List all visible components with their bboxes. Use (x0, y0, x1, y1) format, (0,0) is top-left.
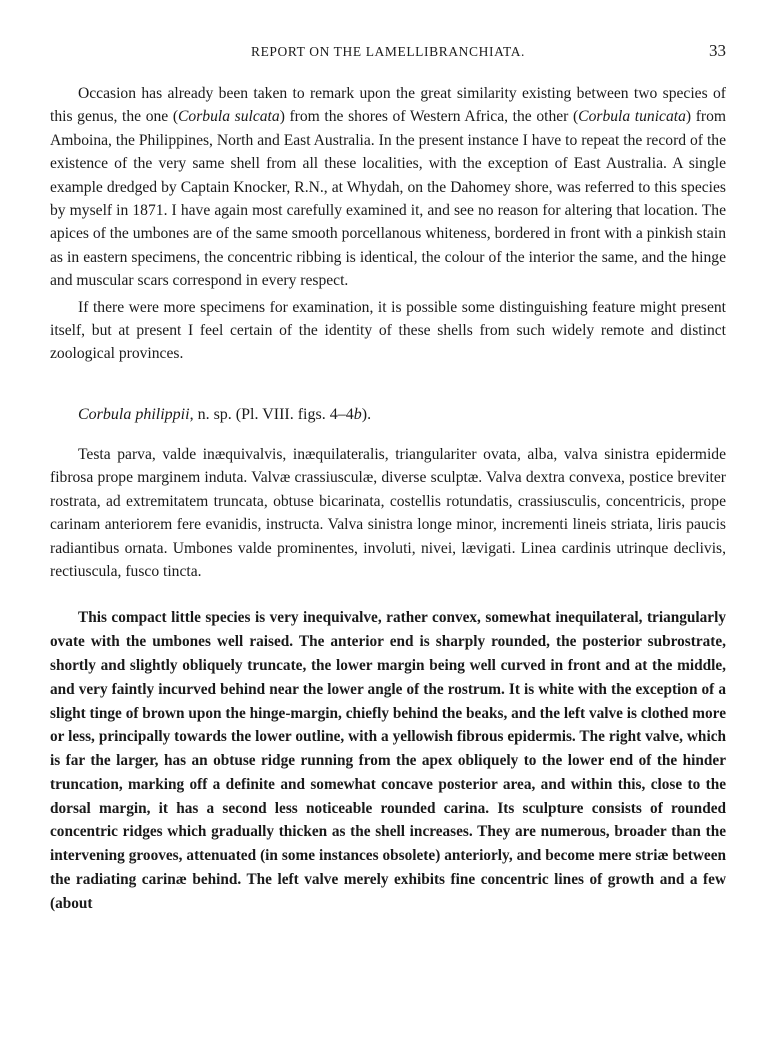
species-end: ). (361, 405, 372, 423)
text-run: ) from Amboina, the Philippines, North and East Australia. In the present instance I have to repeat the record of the existence of the very same shell from all these localities, with the exception of East Australia. A single example dredged by Captain Knocker, R.N., at Whydah, on the Dahomey shore, was referred to this species by myself in 1871. I have again most carefully examined it, and see no reason for altering that location. The apices of the umbones are of the same smooth porcellanous whiteness, bordered in front with a pinkish stain as in eastern specimens, the concentric ribbing is identical, the colour of the interior the same, and the hinge and muscular scars correspond in every respect. (50, 108, 727, 290)
intro-paragraph (50, 82, 726, 293)
page-number: 33 (709, 41, 726, 60)
latin-description: Testa parva, valde inæquivalvis, inæquilateralis, triangulariter ovata, alba, valva sinistra epidermide fibrosa prope marginem induta. Valvæ crassiusculæ, diverse sculptæ. Valva dextra convexa, postice breviter rostrata, ad extremitatem truncata, obtuse bicarinata, costellis rotundatis, crassiusculis, concentricis, prope carinam anteriorem fere evanidis, instructa. Valva sinistra longe minor, incrementi lineis striata, liris paucis radiantibus ornata. Umbones valde prominentes, involuti, nivei, lævigati. Linea cardinis utrinque declivis, rectiuscula, fusco tincta. (50, 445, 726, 580)
text-run: Occasion has already been taken to remark upon the great similarity existing between two species of this genus, the one ( (50, 85, 726, 126)
species-name: Corbula philippii (78, 405, 190, 423)
species-heading (78, 403, 726, 427)
text-run: ) from the shores of Western Africa, the other ( (279, 108, 579, 126)
species-name-tunicata: Corbula tunicata (578, 108, 686, 126)
page (50, 40, 726, 916)
intro-paragraph-2: If there were more specimens for examination, it is possible some distinguishing feature might present itself, but at present I feel certain of the identity of these shells from such widely remote and distinct zoological provinces. (50, 298, 726, 363)
species-suffix: , n. sp. (Pl. VIII. figs. 4–4 (189, 405, 354, 423)
species-name-sulcata: Corbula sulcata (178, 108, 280, 126)
figure-letter: b (353, 405, 362, 423)
running-title: REPORT ON THE LAMELLIBRANCHIATA. (250, 44, 526, 59)
english-description: This compact little species is very inequivalve, rather convex, somewhat inequilateral, triangularly ovate with the umbones well raised. The anterior end is sharply rounded, the posterior subrostrate, shortly and slightly obliquely truncate, the lower margin being well curved in front and at the middle, and very faintly incurved behind near the lower angle of the rostrum. It is white with the exception of a slight tinge of brown upon the hinge-margin, chiefly behind the beaks, and the left valve is clothed more or less, principally towards the lower outline, with a yellowish fibrous epidermis. The right valve, which is far the larger, has an obtuse ridge running from the apex obliquely to the lower end of the hinder truncation, marking off a definite and somewhat concave posterior area, and within this, close to the dorsal margin, it has a second less noticeable rounded carina. Its sculpture consists of rounded concentric ridges which gradually thicken as the shell increases. They are numerous, broader than the intervening grooves, attenuated (in some instances obsolete) anteriorly, and become mere striæ between the radiating carinæ behind. The left valve merely exhibits fine concentric lines of growth and a few (about (50, 609, 726, 912)
running-head (50, 40, 726, 64)
